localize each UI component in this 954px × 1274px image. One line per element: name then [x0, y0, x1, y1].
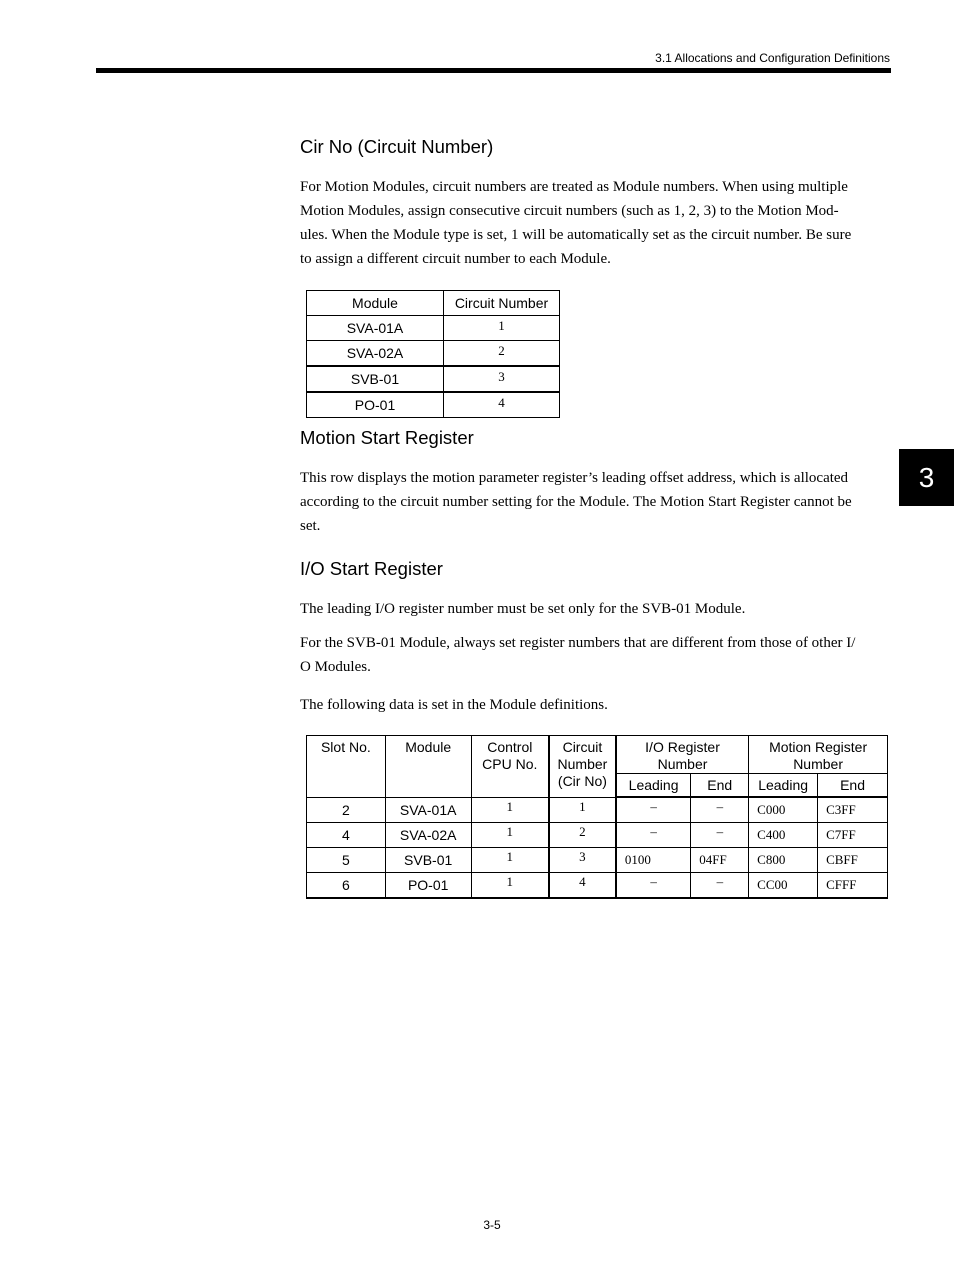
cell-circuit-number: 2: [444, 341, 560, 367]
heading-motion-start-register: Motion Start Register: [300, 427, 474, 448]
text-line: ules. When the Module type is set, 1 will be automatically set as the circuit number. Be sure: [300, 227, 852, 243]
paragraph-cir-no: [300, 175, 892, 271]
header-line: Number: [793, 756, 843, 772]
cell-io-end: –: [691, 823, 749, 848]
paragraph-io-start-2: [300, 631, 892, 679]
cell-module: PO-01: [385, 873, 471, 899]
table-header-row: [307, 736, 888, 774]
column-header-module: Module: [385, 736, 471, 798]
cell-slot-no: 5: [307, 848, 386, 873]
cell-io-end: –: [691, 797, 749, 823]
table-row: [307, 848, 888, 873]
heading-io-start-register: I/O Start Register: [300, 558, 443, 579]
table-row: [307, 392, 560, 418]
header-rule: [96, 68, 891, 73]
cell-io-leading: –: [616, 873, 691, 899]
cell-io-end: 04FF: [691, 848, 749, 873]
column-header-circuit-number: [549, 736, 616, 798]
cell-io-leading: 0100: [616, 848, 691, 873]
paragraph-io-start-1: The leading I/O register number must be set only for the SVB-01 Module.: [300, 601, 746, 617]
column-header-io-leading: Leading: [616, 774, 691, 798]
table-row: [307, 873, 888, 899]
cell-io-end: –: [691, 873, 749, 899]
cell-motion-leading: CC00: [749, 873, 818, 899]
cell-slot-no: 2: [307, 797, 386, 823]
cell-module: SVA-01A: [307, 316, 444, 341]
column-header-circuit-number: Circuit Number: [444, 291, 560, 316]
cell-module: SVA-02A: [307, 341, 444, 367]
cell-circuit-number: 1: [444, 316, 560, 341]
cell-circuit-number: 2: [549, 823, 616, 848]
header-line: Circuit: [562, 739, 603, 755]
paragraph-io-start-3: The following data is set in the Module definitions.: [300, 697, 608, 713]
header-line: Number: [557, 756, 608, 772]
cell-control-cpu-no: 1: [471, 823, 549, 848]
header-line: (Cir No): [557, 773, 607, 789]
text-line: For the SVB-01 Module, always set register numbers that are different from those of other I/: [300, 635, 856, 651]
column-header-slot-no: Slot No.: [307, 736, 386, 798]
text-line: This row displays the motion parameter register’s leading offset address, which is allocated: [300, 470, 849, 486]
cell-motion-leading: C000: [749, 797, 818, 823]
column-header-motion-end: End: [818, 774, 888, 798]
column-header-motion-leading: Leading: [749, 774, 818, 798]
cell-module: SVA-02A: [385, 823, 471, 848]
cell-module: SVA-01A: [385, 797, 471, 823]
cell-io-leading: –: [616, 797, 691, 823]
text-line: to assign a different circuit number to each Module.: [300, 251, 611, 267]
column-header-module: Module: [307, 291, 444, 316]
column-header-io-register-number: [616, 736, 749, 774]
cell-circuit-number: 4: [444, 392, 560, 418]
module-definition-table: [306, 735, 888, 899]
cell-module: SVB-01: [385, 848, 471, 873]
header-line: Motion Register: [769, 739, 868, 755]
table-row: [307, 366, 560, 392]
cell-motion-end: C3FF: [818, 797, 888, 823]
cell-control-cpu-no: 1: [471, 873, 549, 899]
text-line: according to the circuit number setting for the Module. The Motion Start Register cannot be: [300, 494, 852, 510]
text-line: set.: [300, 518, 321, 534]
cell-module: SVB-01: [307, 366, 444, 392]
cell-io-leading: –: [616, 823, 691, 848]
cell-motion-leading: C400: [749, 823, 818, 848]
header-line: I/O Register: [645, 739, 720, 755]
cell-circuit-number: 3: [444, 366, 560, 392]
header-line: Control: [487, 739, 533, 755]
running-header: 3.1 Allocations and Configuration Definitions: [655, 51, 890, 65]
table-row: [307, 316, 560, 341]
cell-motion-end: CFFF: [818, 873, 888, 899]
header-line: CPU No.: [482, 756, 538, 772]
cell-motion-end: CBFF: [818, 848, 888, 873]
text-line: For Motion Modules, circuit numbers are treated as Module numbers. When using multiple: [300, 179, 848, 195]
table-row: [307, 341, 560, 367]
column-header-motion-register-number: [749, 736, 888, 774]
text-line: O Modules.: [300, 659, 371, 675]
heading-cir-no: Cir No (Circuit Number): [300, 136, 494, 157]
column-header-io-end: End: [691, 774, 749, 798]
table-row: [307, 823, 888, 848]
cell-circuit-number: 4: [549, 873, 616, 899]
paragraph-motion-start-register: [300, 466, 892, 538]
cell-motion-end: C7FF: [818, 823, 888, 848]
table-header-row: [307, 291, 560, 316]
cell-slot-no: 4: [307, 823, 386, 848]
page-number: 3-5: [483, 1218, 501, 1232]
header-line: Number: [657, 756, 708, 772]
cell-slot-no: 6: [307, 873, 386, 899]
cell-module: PO-01: [307, 392, 444, 418]
cell-control-cpu-no: 1: [471, 848, 549, 873]
chapter-tab: 3: [899, 449, 954, 506]
circuit-number-table: [306, 290, 560, 418]
column-header-control-cpu-no: [471, 736, 549, 798]
cell-control-cpu-no: 1: [471, 797, 549, 823]
cell-motion-leading: C800: [749, 848, 818, 873]
cell-circuit-number: 3: [549, 848, 616, 873]
text-line: Motion Modules, assign consecutive circuit numbers (such as 1, 2, 3) to the Motion Mod-: [300, 203, 839, 219]
table-row: [307, 797, 888, 823]
cell-circuit-number: 1: [549, 797, 616, 823]
